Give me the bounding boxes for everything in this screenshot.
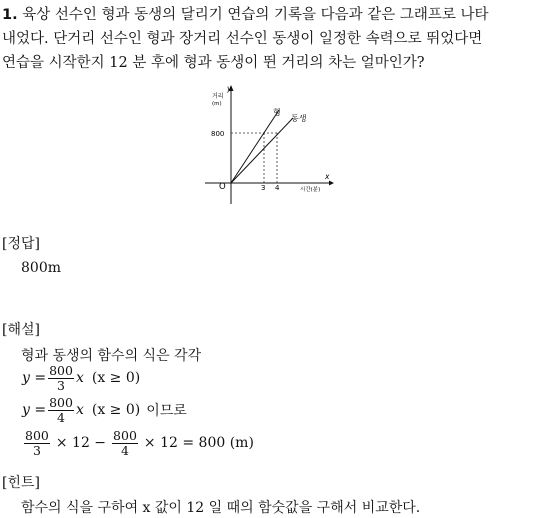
eq1-var: x xyxy=(75,370,84,386)
y-axis-label-1: 거리 xyxy=(212,93,224,100)
eq1-condition: (x ≥ 0) xyxy=(91,370,141,386)
answer-heading: [정답] xyxy=(2,236,40,252)
explanation-intro: 형과 동생의 함수의 식은 각각 xyxy=(21,348,202,364)
hint-heading: [힌트] xyxy=(2,475,40,491)
line-younger-brother xyxy=(231,118,293,183)
line-label-older-brother: 형 xyxy=(273,108,281,117)
eq2-suffix: 이므로 xyxy=(146,403,187,419)
y-axis-label-2: (m) xyxy=(212,101,222,107)
line-older-brother xyxy=(231,110,279,183)
eq1-denominator: 3 xyxy=(57,377,65,393)
eq2-numerator: 800 xyxy=(49,394,73,410)
eq3-numerator-1: 800 xyxy=(25,427,49,443)
equation-3 xyxy=(22,427,254,459)
eq2-lhs: y = xyxy=(22,402,47,418)
eq3-fraction-1 xyxy=(24,429,50,458)
eq3-denominator-2: 4 xyxy=(121,442,129,458)
question-line-3: 연습을 시작한지 12 분 후에 형과 동생이 뛴 거리의 차는 얼마인가? xyxy=(2,55,425,71)
eq3-numerator-2: 800 xyxy=(113,427,137,443)
eq3-term-1: × 12 − xyxy=(55,435,107,451)
eq2-denominator: 4 xyxy=(57,409,65,425)
eq1-fraction xyxy=(48,364,74,393)
x-axis-var: x xyxy=(325,172,330,181)
question-line-1 xyxy=(2,3,489,28)
equation-1 xyxy=(22,362,140,394)
y-axis-var: y xyxy=(227,84,232,93)
y-tick-800: 800 xyxy=(211,130,225,138)
eq3-term-2: × 12 = 800 (m) xyxy=(143,435,254,451)
eq1-lhs: y = xyxy=(22,370,47,386)
distance-time-graph xyxy=(195,82,340,210)
question-number: 1. xyxy=(2,7,18,23)
x-axis-label: 시간(분) xyxy=(300,187,321,193)
x-axis-arrow xyxy=(329,181,334,186)
eq2-condition: (x ≥ 0) xyxy=(91,402,141,418)
x-tick-3: 3 xyxy=(261,184,266,192)
eq1-numerator: 800 xyxy=(49,362,73,378)
x-tick-4: 4 xyxy=(275,184,280,192)
hint-text: 함수의 식을 구하여 x 값이 12 일 때의 함숫값을 구해서 비교한다. xyxy=(21,500,421,516)
line-label-younger-brother: 동생 xyxy=(291,114,307,123)
eq3-denominator-1: 3 xyxy=(32,442,41,458)
question-line-2: 내었다. 단거리 선수인 형과 장거리 선수인 동생이 일정한 속력으로 뛰었다면 xyxy=(2,31,483,47)
eq2-fraction xyxy=(48,396,74,425)
eq2-var: x xyxy=(75,402,84,418)
eq3-fraction-2 xyxy=(112,429,138,458)
question-text-1: 육상 선수인 형과 동생의 달리기 연습의 기록을 다음과 같은 그래프로 나타 xyxy=(22,7,489,23)
explanation-heading: [해설] xyxy=(2,322,40,338)
equation-2 xyxy=(22,394,187,426)
origin-label: O xyxy=(219,182,226,192)
answer-value: 800m xyxy=(21,260,61,276)
